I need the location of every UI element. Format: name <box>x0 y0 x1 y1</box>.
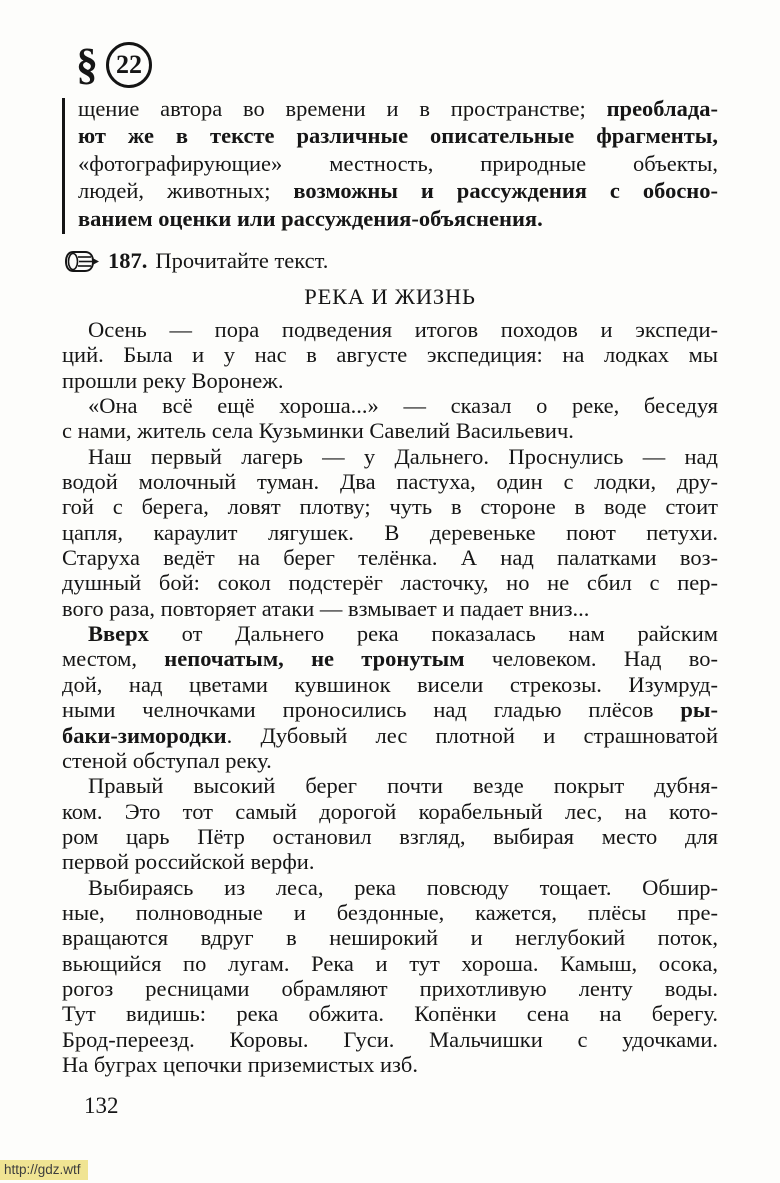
text-line <box>78 95 718 122</box>
bold-text-segment: Вверх <box>88 621 149 647</box>
text-line <box>62 596 718 621</box>
text-segment: прошли реку Воронеж. <box>62 367 284 393</box>
text-segment: Выбираясь из леса, река повсюду тощает. Обшир- <box>88 874 718 900</box>
text-line <box>62 925 718 950</box>
text-segment: гой с берега, ловят плотву; чуть в стороне в воде стоит <box>62 494 718 520</box>
text-title: РЕКА И ЖИЗНЬ <box>304 284 476 309</box>
text-segment: Наш первый лагерь — у Дальнего. Проснулись — над <box>88 443 718 469</box>
text-segment: На буграх цепочки приземистых изб. <box>62 1051 418 1077</box>
text-segment: рогоз ресницами обрамляют прихотливую ленту воды. <box>62 975 718 1001</box>
section-number: 22 <box>116 50 142 79</box>
text-line <box>62 393 718 418</box>
bold-text-segment: ют же в тексте различные описательные фрагменты, <box>78 123 718 149</box>
text-segment: первой российской верфи. <box>62 849 315 875</box>
text-line <box>62 520 718 545</box>
text-segment: цапля, караулит лягушек. В деревеньке поют петухи. <box>62 519 718 545</box>
text-segment: местом, <box>62 646 165 672</box>
text-line <box>62 1001 718 1026</box>
exercise-instruction: Прочитайте текст. <box>155 248 329 273</box>
text-segment: людей, животных; <box>78 178 294 204</box>
text-line <box>62 849 718 874</box>
bold-text-segment: преоблада- <box>606 96 718 121</box>
text-segment: ром царь Пётр остановил взгляд, выбирая место для <box>62 823 718 849</box>
text-segment: водой молочный туман. Два пастуха, один с лодки, дру- <box>62 469 718 495</box>
text-line <box>78 205 718 232</box>
text-line <box>62 748 718 773</box>
text-line <box>62 368 718 393</box>
text-segment: вого раза, повторяет атаки — взмывает и падает вниз... <box>62 595 590 621</box>
text-line <box>62 824 718 849</box>
text-segment: человеком. Над во- <box>464 646 718 672</box>
text-segment: ций. Была и у нас в августе экспедиция: на лодках мы <box>62 342 718 368</box>
section-header <box>76 42 152 88</box>
bold-text-segment: ры- <box>680 697 718 723</box>
text-segment: вращаются вдруг в неширокий и неглубокий поток, <box>62 925 718 951</box>
text-segment: «Она всё ещё хороша...» — сказал о реке, беседуя <box>88 393 718 419</box>
text-line <box>62 723 718 748</box>
text-line <box>62 494 718 519</box>
bold-text-segment: ванием оценки или рассуждения-объяснения. <box>78 205 543 231</box>
intro-paragraph <box>62 95 718 234</box>
text-line <box>62 418 718 443</box>
exercise-number: 187. <box>108 248 148 273</box>
text-segment: вьющийся по лугам. Река и тут хороша. Камыш, осока, <box>62 950 718 976</box>
text-line <box>62 317 718 342</box>
text-segment: Тут видишь: река обжита. Копёнки сена на берегу. <box>62 1001 718 1027</box>
text-line <box>62 545 718 570</box>
text-line <box>62 469 718 494</box>
text-line <box>62 570 718 595</box>
text-line <box>62 900 718 925</box>
bold-text-segment: возможны и рассуждения с обосно- <box>293 178 719 204</box>
text-line <box>62 342 718 367</box>
text-segment: Старуха ведёт на берег телёнка. А над палатками воз- <box>62 545 718 571</box>
text-line <box>62 799 718 824</box>
section-number-badge <box>106 42 152 88</box>
text-segment: стеной обступал реку. <box>62 747 272 773</box>
bold-text-segment: баки-зимородки <box>62 722 227 748</box>
section-symbol: § <box>76 40 98 89</box>
bold-text-segment: непочатым, не тронутым <box>164 646 465 672</box>
text-line <box>62 1027 718 1052</box>
text-line <box>62 646 718 671</box>
text-line <box>62 672 718 697</box>
text-segment: . Дубовый лес плотной и страшноватой <box>226 722 718 748</box>
text-segment: душный бой: сокол подстерёг ласточку, но не сбил с пер- <box>62 570 718 596</box>
text-line <box>78 122 718 149</box>
text-segment: ными челночками проносились над гладью плёсов <box>62 697 681 723</box>
text-segment: ком. Это тот самый дорогой корабельный лес, на кото- <box>62 798 718 824</box>
reading-icon <box>64 250 100 273</box>
text-segment: с нами, житель села Кузьминки Савелий Васильевич. <box>62 418 574 444</box>
exercise-header <box>64 248 720 274</box>
watermark: http://gdz.wtf <box>0 1160 88 1180</box>
body-text <box>62 317 718 1077</box>
text-segment: Брод-переезд. Коровы. Гуси. Мальчишки с удочками. <box>62 1026 718 1052</box>
text-segment: от Дальнего река показалась нам райским <box>148 621 718 647</box>
text-line <box>62 773 718 798</box>
text-segment: щение автора во времени и в пространстве; <box>78 96 607 121</box>
text-segment: дой, над цветами кувшинок висели стрекозы. Изумруд- <box>62 671 718 697</box>
text-line <box>78 177 718 204</box>
page-number: 132 <box>84 1093 119 1118</box>
text-line <box>78 150 718 177</box>
text-line <box>62 1052 718 1077</box>
text-line <box>62 875 718 900</box>
text-segment: Осень — пора подведения итогов походов и экспеди- <box>88 317 718 342</box>
text-line <box>62 697 718 722</box>
text-segment: ные, полноводные и бездонные, кажется, плёсы пре- <box>62 899 718 925</box>
text-line <box>62 951 718 976</box>
text-segment: «фотографирующие» местность, природные объекты, <box>78 150 718 176</box>
text-line <box>62 621 718 646</box>
text-segment: Правый высокий берег почти везде покрыт дубня- <box>88 773 718 799</box>
intro-text <box>65 95 718 234</box>
text-line <box>62 976 718 1001</box>
text-line <box>62 444 718 469</box>
